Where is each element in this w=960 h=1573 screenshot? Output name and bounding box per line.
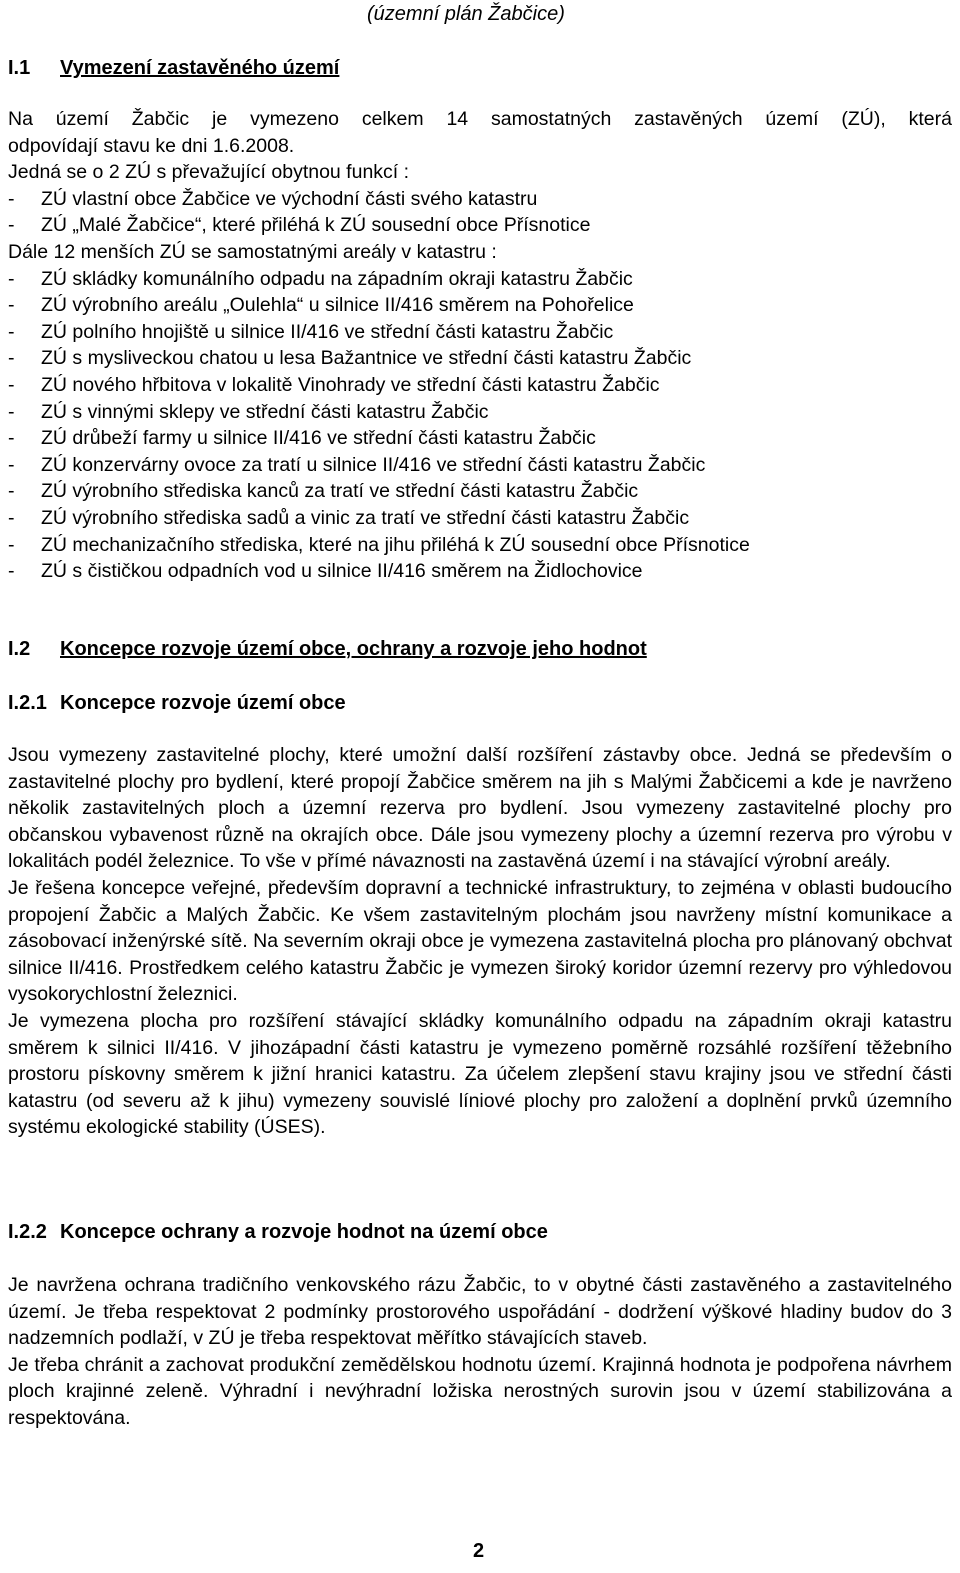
section-number: I.2.2 [8, 1221, 47, 1243]
paragraph: Je navržena ochrana tradičního venkovského rázu Žabčic, to v obytné části zastavěného a zastavitelného území. Je třeba respektovat 2 podmínky prostorového uspořádání - dodržení výškové hladiny budov do 3 nadzemních podlaží, v ZÚ je třeba respektovat měřítko stávajících staveb. [8, 1274, 952, 1350]
section-title: Vymezení zastavěného území [60, 57, 340, 79]
section-heading-1-1 [8, 55, 339, 82]
section-heading-1-2-2 [8, 1219, 548, 1246]
section-1-2-2-body [8, 1272, 952, 1432]
header-note: (územní plán Žabčice) [367, 3, 565, 25]
list-item: - ZÚ nového hřbitova v lokalitě Vinohrady ve střední části katastru Žabčic [8, 373, 660, 396]
minor-areas-intro: Dále 12 menších ZÚ se samostatnými areály v katastru : [8, 240, 497, 263]
residential-areas-intro: Jedná se o 2 ZÚ s převažující obytnou funkcí : [8, 161, 410, 184]
list-item: - ZÚ výrobního střediska sadů a vinic za tratí ve střední části katastru Žabčic [8, 506, 690, 529]
section-heading-1-2 [8, 636, 647, 663]
list-item: - ZÚ výrobního areálu „Oulehla“ u silnice II/416 směrem na Pohořelice [8, 294, 634, 317]
list-item: - ZÚ konzervárny ovoce za tratí u silnice II/416 ve střední části katastru Žabčic [8, 453, 706, 476]
list-item: - ZÚ mechanizačního střediska, které na jihu přiléhá k ZÚ sousední obce Přísnotice [8, 533, 750, 556]
intro-line-1: Na území Žabčic je vymezeno celkem 14 samostatných zastavěných území (ZÚ), která [8, 108, 952, 130]
section-number: I.2 [8, 638, 31, 660]
section-title: Koncepce rozvoje území obce [60, 692, 346, 714]
list-item: - ZÚ polního hnojiště u silnice II/416 ve střední části katastru Žabčic [8, 320, 614, 343]
section-heading-1-2-1 [8, 690, 346, 717]
paragraph: Je řešena koncepce veřejné, především dopravní a technické infrastruktury, to zejména v oblasti budoucího propojení Žabčic a Malých Žabčic. Ke všem zastavitelným plochám jsou navrženy místní komunikace a zásobovací inženýrské sítě. Na severním okraji obce je vymezena zastavitelná plocha pro plánovaný obchvat silnice II/416. Prostředkem celého katastru Žabčic je vymezen široký koridor územní rezervy pro výhledovou vysokorychlostní železnici. [8, 876, 952, 1006]
list-item: - ZÚ s čističkou odpadních vod u silnice II/416 směrem na Židlochovice [8, 560, 643, 583]
paragraph: Jsou vymezeny zastavitelné plochy, které umožní další rozšíření zástavby obce. Jedná se především o zastavitelné plochy pro bydlení, které propojí Žabčice směrem na jih s Malými Žabčicemi a kde je navrženo několik zastavitelných ploch a územní rezerva pro bydlení. Jsou vymezeny zastavitelné plochy pro občanskou vybavenost různě na okrajích obce. Dále jsou vymezeny plochy a územní rezerva pro výrobu v lokalitách podél železnice. To vše v přímé návaznosti na zastavěná území i na stávající výrobní areály. [8, 744, 952, 873]
section-number: I.1 [8, 57, 31, 79]
paragraph: Je třeba chránit a zachovat produkční zemědělskou hodnotu území. Krajinná hodnota je podpořena návrhem ploch krajinné zeleně. Výhradní i nevýhradní ložiska nerostných surovin jsou v území stabilizována a respektována. [8, 1353, 952, 1429]
list-item: - ZÚ s vinnými sklepy ve střední části katastru Žabčic [8, 400, 489, 423]
list-item: - ZÚ drůbeží farmy u silnice II/416 ve střední části katastru Žabčic [8, 427, 596, 450]
section-number: I.2.1 [8, 692, 47, 714]
list-item: - ZÚ výrobního střediska kanců za tratí ve střední části katastru Žabčic [8, 480, 639, 503]
section-title: Koncepce ochrany a rozvoje hodnot na území obce [60, 1221, 548, 1243]
list-item: - ZÚ „Malé Žabčice“, které přiléhá k ZÚ sousední obce Přísnotice [8, 214, 591, 237]
intro-line-2: odpovídají stavu ke dni 1.6.2008. [8, 134, 295, 157]
list-item: - ZÚ vlastní obce Žabčice ve východní části svého katastru [8, 187, 538, 210]
section-title: Koncepce rozvoje území obce, ochrany a rozvoje jeho hodnot [60, 638, 647, 660]
page-number: 2 [473, 1540, 485, 1562]
list-item: - ZÚ skládky komunálního odpadu na západním okraji katastru Žabčic [8, 267, 633, 290]
list-item: - ZÚ s mysliveckou chatou u lesa Bažantnice ve střední části katastru Žabčic [8, 347, 692, 370]
section-1-1-body [8, 106, 952, 585]
paragraph: Je vymezena plocha pro rozšíření stávající skládky komunálního odpadu na západním okraji katastru směrem k silnici II/416. V jihozápadní části katastru je vymezeno poměrně rozsáhlé rozšíření těžebního prostoru pískovny směrem k jižní hranici katastru. Za účelem zlepšení stavu krajiny jsou ve střední části katastru (od severu až k jihu) vymezeny souvislé líniové plochy pro založení a doplnění prvků územního systému ekologické stability (ÚSES). [8, 1009, 952, 1139]
section-1-2-1-body [8, 742, 952, 1141]
